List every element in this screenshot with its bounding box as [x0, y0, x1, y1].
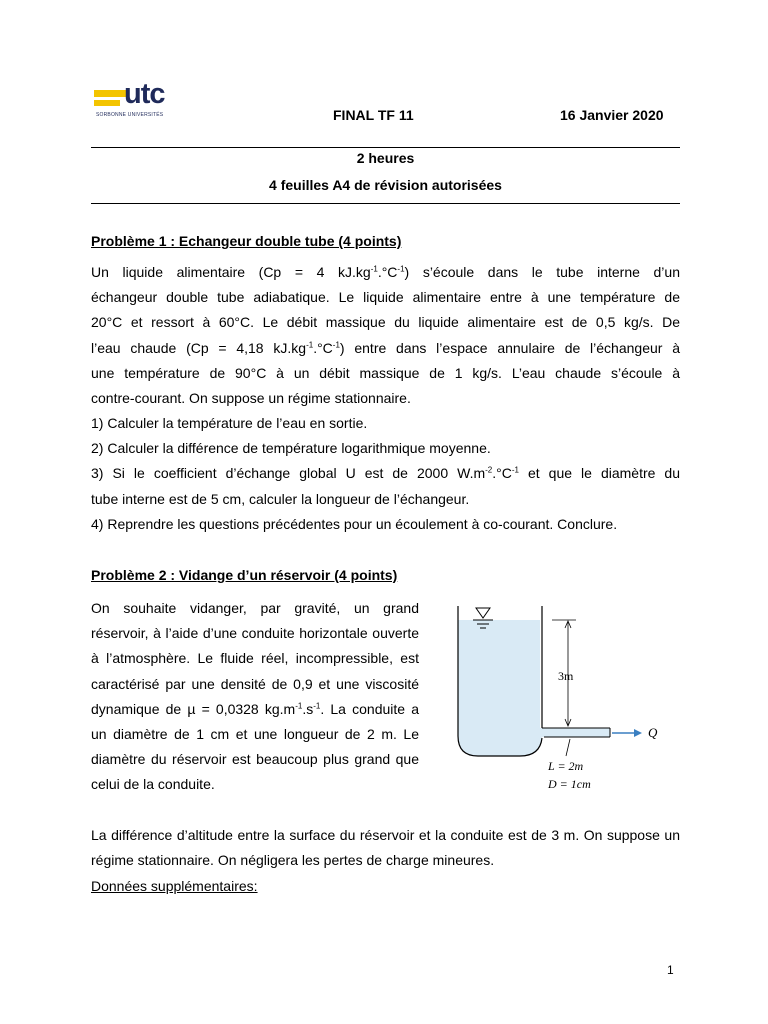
divider-bottom — [91, 203, 680, 204]
page-number: 1 — [667, 963, 674, 977]
logo-word: utc — [124, 78, 165, 110]
problem1-statement: Un liquide alimentaire (Cp = 4 $kJ.kg^{-1}.^\circ C^{-1}$) s’écoule dans le tube interne d’un échangeur double tube adiabatique. Le liquide alimentaire entre à une température de 20°C et ressort à 60°C. Le débit massique du liquide alimentaire est de 0,5 kg/s. De l’eau chaude (Cp = 4,18 $kJ.kg^{-1}.^\circ C^{-1}$) entre dans l’espace annulaire de l’échangeur à une température de 90°C à un débit massique de 1 kg/s. L’eau chaude s’écoule à contre-courant. On suppose un régime stationnaire. — [91, 264, 680, 407]
utc-logo — [94, 78, 174, 124]
problem2-heading: Problème 2 : Vidange d’un réservoir (4 points) — [91, 567, 398, 583]
question-3: 3) Si le coefficient d’échange global U est de 2000 $W.m^{-2}.^\circ C^{-1}$ et que le diamètre du — [91, 465, 680, 482]
reservoir-diagram — [440, 598, 680, 798]
exam-duration: 2 heures — [356, 150, 415, 166]
exam-title: FINAL TF 11 — [333, 107, 414, 123]
question-1: 1) Calculer la température de l’eau en sortie. — [91, 415, 368, 431]
problem1-questions — [91, 411, 680, 537]
flow-label: Q — [648, 725, 658, 740]
logo-subtitle: SORBONNE UNIVERSITÉS — [96, 112, 164, 118]
diameter-label: D = 1cm — [548, 777, 591, 791]
length-label: L = 2m — [548, 759, 584, 773]
extra-data-heading: Données supplémentaires: — [91, 878, 258, 894]
divider-top — [91, 147, 680, 148]
problem2-statement-column: On souhaite vidanger, par gravité, un grand réservoir, à l’aide d’une conduite horizontale ouverte à l’atmosphère. Le fluide réel, incompressible, est caractérisé par une densité de 0,9 et une viscosité dynamique de µ = 0,0328 $kg.m^{-1}.s^{-1}$. La conduite a un diamètre de 1 cm et une longueur de 2 m. Le diamètre du réservoir est beaucoup plus grand que celui de la conduite. — [91, 600, 419, 793]
height-label: 3m — [558, 669, 574, 683]
problem2-statement-full: La différence d’altitude entre la surface du réservoir et la conduite est de 3 m. On suppose un régime stationnaire. On négligera les pertes de charge mineures. — [91, 827, 680, 869]
question-3-cont: tube interne est de 5 cm, calculer la longueur de l’échangeur. — [91, 490, 470, 507]
question-4: 4) Reprendre les questions précédentes pour un écoulement à co-courant. Conclure. — [91, 515, 618, 532]
exam-date: 16 Janvier 2020 — [560, 107, 664, 123]
question-2: 2) Calculer la différence de température logarithmique moyenne. — [91, 440, 491, 457]
exam-allowed-docs: 4 feuilles A4 de révision autorisées — [269, 177, 502, 193]
problem1-heading: Problème 1 : Echangeur double tube (4 points) — [91, 233, 402, 249]
